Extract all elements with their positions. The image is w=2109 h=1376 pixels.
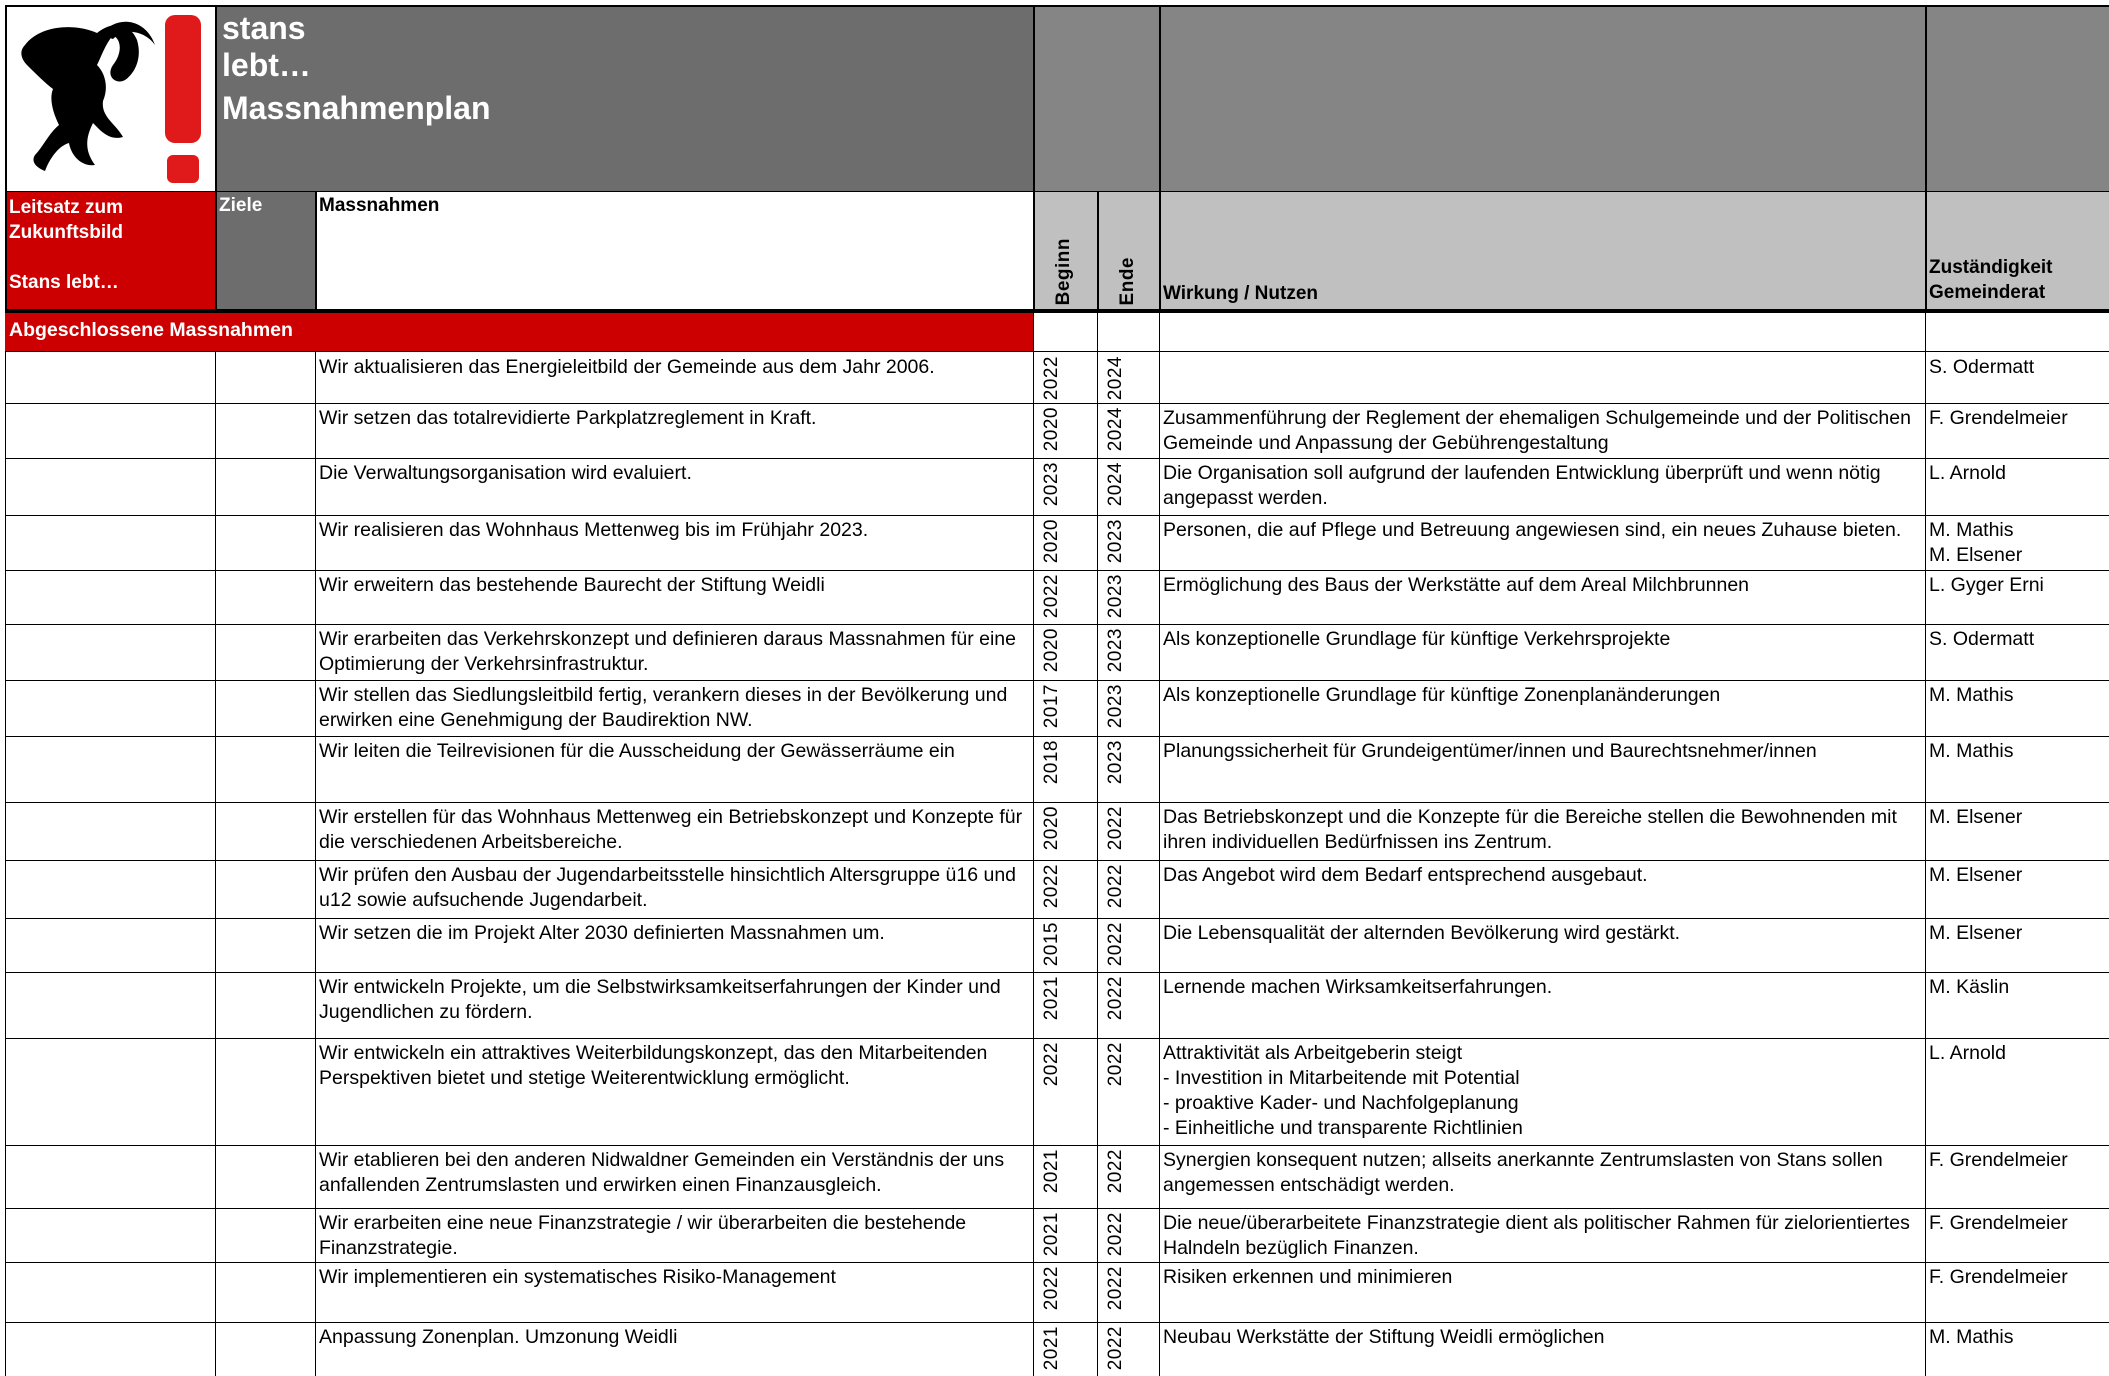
cell-zust <box>1925 736 2109 802</box>
massnahme-text: Wir implementieren ein systematisches Risiko-Management <box>319 1266 836 1288</box>
header-ziele <box>215 191 315 309</box>
row-line <box>5 736 2109 737</box>
cell-ende <box>1097 570 1159 624</box>
cell-wirkung <box>1159 1322 1925 1376</box>
header-rule <box>5 309 2109 313</box>
massnahme-text: Wir stellen das Siedlungsleitbild fertig, verankern dieses in der Bevölkerung und erwirken eine Genehmigung der Baudirektion NW. <box>319 684 1013 731</box>
beginn-year: 2022 <box>1041 574 1062 619</box>
cell-wirkung <box>1159 570 1925 624</box>
cell-ende <box>1097 1262 1159 1322</box>
beginn-label: Beginn <box>1053 237 1074 305</box>
beginn-year: 2020 <box>1041 407 1062 452</box>
wirkung-text: Planungssicherheit für Grundeigentümer/innen und Baurechtsnehmer/innen <box>1163 740 1817 762</box>
wirkung-text: Lernende machen Wirksamkeitserfahrungen. <box>1163 976 1553 998</box>
zust-line-2: Gemeinderat <box>1929 282 2046 303</box>
cell-ende <box>1097 515 1159 570</box>
leitsatz-line-1: Leitsatz zum <box>9 197 124 218</box>
massnahme-text: Wir entwickeln Projekte, um die Selbstwirksamkeitserfahrungen der Kinder und Jugendlichen zu fördern. <box>319 976 1007 1023</box>
cell-beginn <box>1033 570 1097 624</box>
zust-line-1: Zuständigkeit <box>1929 257 2053 278</box>
row-line <box>5 972 2109 973</box>
cell-zust <box>1925 860 2109 918</box>
body-vline <box>5 352 6 1376</box>
massnahme-text: Wir erarbeiten eine neue Finanzstrategie / wir überarbeiten die bestehende Finanzstrategie. <box>319 1212 972 1259</box>
cell-massnahme <box>315 1145 1033 1208</box>
zust-text: L. Arnold <box>1929 462 2006 484</box>
cell-massnahme <box>315 736 1033 802</box>
body-vline <box>1033 352 1034 1376</box>
beginn-year: 2022 <box>1041 356 1062 401</box>
cell-ende <box>1097 624 1159 680</box>
massnahme-text: Wir leiten die Teilrevisionen für die Ausscheidung der Gewässerräume ein <box>319 740 955 762</box>
frame-top <box>5 5 2109 7</box>
ende-year: 2024 <box>1105 356 1126 401</box>
wirkung-text: Die neue/überarbeitete Finanzstrategie dient als politischer Rahmen für zielorientiertes Halndeln bezüglich Finanzen. <box>1163 1212 1916 1259</box>
cell-beginn <box>1033 860 1097 918</box>
wirkung-label: Wirkung / Nutzen <box>1163 283 1318 304</box>
cell-ende <box>1097 403 1159 458</box>
beginn-year: 2017 <box>1041 684 1062 729</box>
header-ende <box>1097 191 1159 309</box>
page-title: stans lebt… <box>222 10 311 83</box>
massnahme-text: Anpassung Zonenplan. Umzonung Weidli <box>319 1326 678 1348</box>
cell-beginn <box>1033 1208 1097 1262</box>
ende-year: 2023 <box>1105 740 1126 785</box>
cell-beginn <box>1033 1262 1097 1322</box>
beginn-year: 2020 <box>1041 519 1062 564</box>
wirkung-text: Personen, die auf Pflege und Betreuung angewiesen sind, ein neues Zuhause bieten. <box>1163 519 1902 541</box>
cell-beginn <box>1033 515 1097 570</box>
zust-text: M. Elsener <box>1929 806 2023 828</box>
ende-year: 2023 <box>1105 628 1126 673</box>
cell-ende <box>1097 1322 1159 1376</box>
cell-beginn <box>1033 403 1097 458</box>
cell-zust <box>1925 570 2109 624</box>
row-line <box>5 570 2109 571</box>
colhead-vline <box>1033 191 1035 309</box>
cell-beginn <box>1033 1322 1097 1376</box>
beginn-year: 2020 <box>1041 806 1062 851</box>
wirkung-text <box>1159 352 1925 358</box>
cell-zust <box>1925 458 2109 515</box>
cell-beginn <box>1033 624 1097 680</box>
section-vline <box>1097 313 1098 351</box>
cell-zust <box>1925 1262 2109 1322</box>
body-vline <box>215 352 216 1376</box>
cell-wirkung <box>1159 1208 1925 1262</box>
cell-ende <box>1097 860 1159 918</box>
cell-zust <box>1925 403 2109 458</box>
cell-massnahme <box>315 458 1033 515</box>
colhead-vline <box>315 191 317 309</box>
cell-zust <box>1925 680 2109 736</box>
header-vline <box>1925 5 1927 191</box>
ende-label: Ende <box>1117 256 1138 305</box>
header-vline <box>215 5 217 191</box>
zust-text: L. Arnold <box>1929 1042 2006 1064</box>
cell-wirkung <box>1159 918 1925 972</box>
beginn-year: 2018 <box>1041 740 1062 785</box>
cell-beginn <box>1033 918 1097 972</box>
row-line <box>5 1262 2109 1263</box>
ziele-label: Ziele <box>219 195 263 216</box>
stans-logo <box>5 5 215 190</box>
cell-massnahme <box>315 1322 1033 1376</box>
cell-beginn <box>1033 352 1097 403</box>
header-leitsatz <box>5 191 215 309</box>
section-title: Abgeschlossene Massnahmen <box>9 319 293 341</box>
zust-text: M. Käslin <box>1929 976 2010 998</box>
cell-massnahme <box>315 1038 1033 1145</box>
ende-year: 2022 <box>1105 922 1126 967</box>
header-zustaendigkeit <box>1925 191 2109 309</box>
wirkung-text: Neubau Werkstätte der Stiftung Weidli ermöglichen <box>1163 1326 1605 1348</box>
cell-wirkung <box>1159 403 1925 458</box>
ende-year: 2022 <box>1105 976 1126 1021</box>
zust-text: M. Mathis M. Elsener <box>1929 519 2023 566</box>
wirkung-text: Die Organisation soll aufgrund der laufenden Entwicklung überprüft und wenn nötig angepasst werden. <box>1163 462 1887 509</box>
page-subtitle: Massnahmenplan <box>222 90 491 126</box>
colhead-vline <box>1925 191 1927 309</box>
zust-text: S. Odermatt <box>1929 356 2035 378</box>
beginn-year: 2021 <box>1041 1326 1062 1371</box>
cell-massnahme <box>315 860 1033 918</box>
cell-massnahme <box>315 515 1033 570</box>
cell-zust <box>1925 1145 2109 1208</box>
colhead-vline <box>215 191 217 309</box>
massnahme-text: Die Verwaltungsorganisation wird evaluiert. <box>319 462 692 484</box>
cell-massnahme <box>315 972 1033 1038</box>
colhead-vline <box>1097 191 1099 309</box>
section-vline <box>1925 313 1926 351</box>
cell-beginn <box>1033 458 1097 515</box>
cell-beginn <box>1033 972 1097 1038</box>
body-vline <box>315 352 316 1376</box>
massnahmen-label: Massnahmen <box>319 195 440 216</box>
massnahme-text: Wir prüfen den Ausbau der Jugendarbeitsstelle hinsichtlich Altersgruppe ü16 und u12 sowie aufsuchende Jugendarbeit. <box>319 864 1022 911</box>
wirkung-text: Attraktivität als Arbeitgeberin steigt - Investition in Mitarbeitende mit Potential - proaktive Kader- und Nachfolgeplanung - Einheitliche und transparente Richtlinien <box>1163 1042 1523 1139</box>
zust-text: L. Gyger Erni <box>1929 574 2044 596</box>
ende-year: 2024 <box>1105 407 1126 452</box>
cell-ende <box>1097 1208 1159 1262</box>
cell-wirkung <box>1159 860 1925 918</box>
leitsatz-line-3 <box>9 245 211 270</box>
cell-zust <box>1925 515 2109 570</box>
cell-ende <box>1097 972 1159 1038</box>
cell-wirkung <box>1159 624 1925 680</box>
cell-wirkung <box>1159 352 1925 403</box>
ende-year: 2023 <box>1105 684 1126 729</box>
row-line <box>5 1145 2109 1146</box>
ende-year: 2022 <box>1105 1042 1126 1087</box>
colhead-vline <box>1159 191 1161 309</box>
cell-massnahme <box>315 352 1033 403</box>
cell-wirkung <box>1159 458 1925 515</box>
ende-year: 2023 <box>1105 574 1126 619</box>
ende-year: 2022 <box>1105 806 1126 851</box>
cell-ende <box>1097 918 1159 972</box>
ende-year: 2022 <box>1105 864 1126 909</box>
row-line <box>5 802 2109 803</box>
beginn-year: 2021 <box>1041 1212 1062 1257</box>
leitsatz-line-4: Stans lebt… <box>9 272 119 293</box>
row-line <box>5 860 2109 861</box>
zust-text: F. Grendelmeier <box>1929 1212 2068 1234</box>
beginn-year: 2020 <box>1041 628 1062 673</box>
cell-wirkung <box>1159 802 1925 860</box>
section-bottom <box>5 351 2109 352</box>
zust-text: M. Mathis <box>1929 740 2014 762</box>
body-vline <box>1925 352 1926 1376</box>
beginn-year: 2021 <box>1041 976 1062 1021</box>
cell-beginn <box>1033 1038 1097 1145</box>
cell-ende <box>1097 802 1159 860</box>
section-header <box>5 313 1033 351</box>
cell-zust <box>1925 918 2109 972</box>
cell-zust <box>1925 972 2109 1038</box>
zust-text: F. Grendelmeier <box>1929 407 2068 429</box>
ende-year: 2023 <box>1105 519 1126 564</box>
ende-year: 2022 <box>1105 1149 1126 1194</box>
cell-wirkung <box>1159 1262 1925 1322</box>
leitsatz-line-2: Zukunftsbild <box>9 222 123 243</box>
massnahme-text: Wir erweitern das bestehende Baurecht der Stiftung Weidli <box>319 574 825 596</box>
cell-massnahme <box>315 1208 1033 1262</box>
cell-beginn <box>1033 736 1097 802</box>
massnahme-text: Wir realisieren das Wohnhaus Mettenweg bis im Frühjahr 2023. <box>319 519 869 541</box>
cell-beginn <box>1033 802 1097 860</box>
cell-zust <box>1925 624 2109 680</box>
cell-zust <box>1925 1038 2109 1145</box>
cell-ende <box>1097 680 1159 736</box>
row-line <box>5 1038 2109 1039</box>
header-massnahmen <box>315 191 1033 309</box>
zust-text: S. Odermatt <box>1929 628 2035 650</box>
cell-wirkung <box>1159 680 1925 736</box>
beginn-year: 2022 <box>1041 1042 1062 1087</box>
row-line <box>5 515 2109 516</box>
beginn-year: 2022 <box>1041 1266 1062 1311</box>
wirkung-text: Risiken erkennen und minimieren <box>1163 1266 1453 1288</box>
cell-ende <box>1097 352 1159 403</box>
row-line <box>5 403 2109 404</box>
massnahme-text: Wir erstellen für das Wohnhaus Mettenweg ein Betriebskonzept und Konzepte für die verschiedenen Arbeitsbereiche. <box>319 806 1028 853</box>
cell-ende <box>1097 1145 1159 1208</box>
ibex-logo-icon <box>5 5 215 190</box>
row-line <box>5 1208 2109 1209</box>
title-band-right <box>1033 5 2109 191</box>
ende-year: 2022 <box>1105 1212 1126 1257</box>
header-vline <box>1159 5 1161 191</box>
wirkung-text: Ermöglichung des Baus der Werkstätte auf dem Areal Milchbrunnen <box>1163 574 1750 596</box>
cell-massnahme <box>315 570 1033 624</box>
wirkung-text: Als konzeptionelle Grundlage für künftige Zonenplanänderungen <box>1163 684 1721 706</box>
row-line <box>5 680 2109 681</box>
wirkung-text: Das Betriebskonzept und die Konzepte für die Bereiche stellen die Bewohnenden mit ihren individuellen Bedürfnissen ins Zentrum. <box>1163 806 1903 853</box>
cell-massnahme <box>315 403 1033 458</box>
cell-beginn <box>1033 680 1097 736</box>
cell-zust <box>1925 802 2109 860</box>
section-vline <box>1159 313 1160 351</box>
cell-wirkung <box>1159 1038 1925 1145</box>
cell-wirkung <box>1159 1145 1925 1208</box>
zust-text: M. Elsener <box>1929 864 2023 886</box>
beginn-year: 2022 <box>1041 864 1062 909</box>
row-line <box>5 458 2109 459</box>
cell-zust <box>1925 1208 2109 1262</box>
section-vline <box>1033 313 1034 351</box>
zust-text: M. Elsener <box>1929 922 2023 944</box>
cell-massnahme <box>315 680 1033 736</box>
massnahme-text: Wir entwickeln ein attraktives Weiterbildungskonzept, das den Mitarbeitenden Perspektiven bietet und stetige Weiterentwicklung ermöglicht. <box>319 1042 993 1089</box>
wirkung-text: Zusammenführung der Reglement der ehemaligen Schulgemeinde und der Politischen Gemeinde und Anpassung der Gebührengestaltung <box>1163 407 1917 454</box>
zust-text: F. Grendelmeier <box>1929 1266 2068 1288</box>
cell-ende <box>1097 1038 1159 1145</box>
wirkung-text: Als konzeptionelle Grundlage für künftige Verkehrsprojekte <box>1163 628 1671 650</box>
massnahme-text: Wir setzen die im Projekt Alter 2030 definierten Massnahmen um. <box>319 922 885 944</box>
zust-text: M. Mathis <box>1929 1326 2014 1348</box>
ende-year: 2022 <box>1105 1326 1126 1371</box>
cell-wirkung <box>1159 972 1925 1038</box>
header-wirkung <box>1159 191 1925 309</box>
ende-year: 2024 <box>1105 462 1126 507</box>
cell-wirkung <box>1159 736 1925 802</box>
cell-massnahme <box>315 624 1033 680</box>
massnahme-text: Wir setzen das totalrevidierte Parkplatzreglement in Kraft. <box>319 407 817 429</box>
colhead-top <box>5 191 2109 192</box>
body-vline <box>1097 352 1098 1376</box>
cell-zust <box>1925 1322 2109 1376</box>
zust-text: M. Mathis <box>1929 684 2014 706</box>
cell-ende <box>1097 458 1159 515</box>
row-line <box>5 918 2109 919</box>
cell-massnahme <box>315 802 1033 860</box>
header-vline <box>5 5 7 191</box>
ende-year: 2022 <box>1105 1266 1126 1311</box>
cell-massnahme <box>315 1262 1033 1322</box>
zust-text: F. Grendelmeier <box>1929 1149 2068 1171</box>
beginn-year: 2023 <box>1041 462 1062 507</box>
header-beginn <box>1033 191 1097 309</box>
wirkung-text: Das Angebot wird dem Bedarf entsprechend ausgebaut. <box>1163 864 1648 886</box>
cell-ende <box>1097 736 1159 802</box>
cell-zust <box>1925 352 2109 403</box>
cell-massnahme <box>315 918 1033 972</box>
massnahme-text: Wir erarbeiten das Verkehrskonzept und definieren daraus Massnahmen für eine Optimierung der Verkehrsinfrastruktur. <box>319 628 1022 675</box>
beginn-year: 2015 <box>1041 922 1062 967</box>
wirkung-text: Die Lebensqualität der alternden Bevölkerung wird gestärkt. <box>1163 922 1681 944</box>
colhead-vline <box>5 191 7 309</box>
cell-wirkung <box>1159 515 1925 570</box>
beginn-year: 2021 <box>1041 1149 1062 1194</box>
massnahme-text: Wir etablieren bei den anderen Nidwaldner Gemeinden ein Verständnis der uns anfallenden Zentrumslasten und erwirken einen Finanzausgleich. <box>319 1149 1010 1196</box>
row-line <box>5 1322 2109 1323</box>
massnahme-text: Wir aktualisieren das Energieleitbild der Gemeinde aus dem Jahr 2006. <box>319 356 935 378</box>
row-line <box>5 624 2109 625</box>
cell-beginn <box>1033 1145 1097 1208</box>
wirkung-text: Synergien konsequent nutzen; allseits anerkannte Zentrumslasten von Stans sollen angemessen entschädigt werden. <box>1163 1149 1889 1196</box>
body-vline <box>1159 352 1160 1376</box>
header-vline <box>1033 5 1035 191</box>
